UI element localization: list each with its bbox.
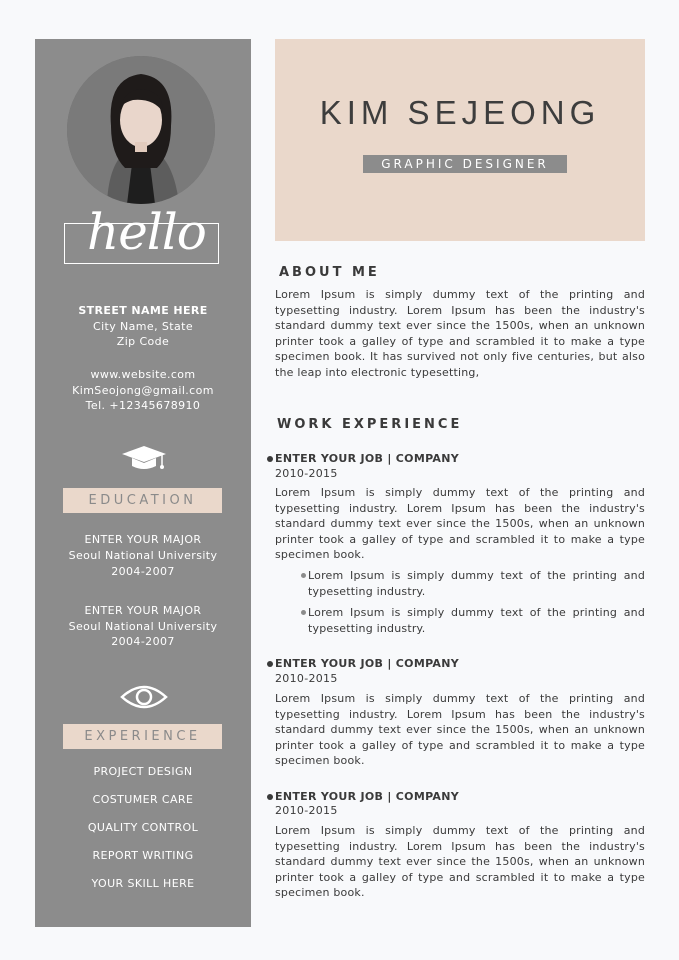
skill-item: PROJECT DESIGN	[93, 765, 193, 778]
skill-item: YOUR SKILL HERE	[91, 877, 195, 890]
job-text-3: Lorem Ipsum is simply dummy text of the printing and typesetting industry. Lorem Ipsum has been the industry's standard dummy text ever since the 1500s, when an unknown printer took a galley of type and scrambled it to make a type specimen book.	[275, 824, 645, 899]
hello-script: hello	[87, 203, 206, 261]
job-title-3: ENTER YOUR JOB | COMPANY	[275, 790, 460, 803]
about-text: Lorem Ipsum is simply dummy text of the printing and typesetting industry. Lorem Ipsum has been the industry's standard dummy text ever since the 1500s, when an unknown printer took a galley of type and scrambled it to make a type specimen book. It has survived not only five centuries, but also the leap into electronic typesetting,	[275, 288, 645, 379]
job-text-1: Lorem Ipsum is simply dummy text of the printing and typesetting industry. Lorem Ipsum has been the industry's standard dummy text ever since the 1500s, when an unknown printer took a galley of type and scrambled it to make a type specimen book.	[275, 486, 645, 561]
education-major-2: ENTER YOUR MAJOR	[84, 604, 202, 617]
education-school-1: Seoul National University	[68, 549, 218, 562]
job-title-2: ENTER YOUR JOB | COMPANY	[275, 657, 460, 670]
education-label: EDUCATION	[63, 488, 222, 513]
job-title-1: ENTER YOUR JOB | COMPANY	[275, 452, 460, 465]
address-street: STREET NAME HERE	[78, 304, 208, 317]
skill-item: COSTUMER CARE	[92, 793, 194, 806]
job-role-badge: GRAPHIC DESIGNER	[363, 155, 567, 173]
sidebar	[35, 39, 251, 927]
job-bullet-1: Lorem Ipsum is simply dummy text of the printing and typesetting industry.	[308, 569, 645, 598]
skill-item: REPORT WRITING	[92, 849, 194, 862]
eye-icon	[120, 683, 168, 715]
contact-website: www.website.com	[90, 368, 196, 381]
education-years-1: 2004-2007	[111, 565, 175, 578]
contact-phone: Tel. +12345678910	[85, 399, 201, 412]
job-years-2: 2010-2015	[275, 672, 338, 685]
job-bullet-dot	[267, 661, 273, 667]
job-text-2: Lorem Ipsum is simply dummy text of the printing and typesetting industry. Lorem Ipsum has been the industry's standard dummy text ever since the 1500s, when an unknown printer took a galley of type and scrambled it to make a type specimen book.	[275, 692, 645, 767]
skill-item: QUALITY CONTROL	[87, 821, 199, 834]
contact-email: KimSeojong@gmail.com	[72, 384, 214, 397]
job-bullet-2: Lorem Ipsum is simply dummy text of the printing and typesetting industry.	[308, 606, 645, 635]
education-major-1: ENTER YOUR MAJOR	[84, 533, 202, 546]
sub-bullet-dot	[301, 610, 306, 615]
job-bullet-dot	[267, 456, 273, 462]
graduation-cap-icon	[120, 444, 168, 476]
profile-photo	[67, 56, 215, 204]
sub-bullet-dot	[301, 573, 306, 578]
experience-label: EXPERIENCE	[63, 724, 222, 749]
job-bullet-dot	[267, 794, 273, 800]
education-school-2: Seoul National University	[68, 620, 218, 633]
address-zip: Zip Code	[116, 335, 170, 348]
about-title: ABOUT ME	[279, 265, 380, 280]
work-title: WORK EXPERIENCE	[277, 417, 463, 432]
job-years-3: 2010-2015	[275, 804, 338, 817]
job-years-1: 2010-2015	[275, 467, 338, 480]
education-years-2: 2004-2007	[111, 635, 175, 648]
header-panel	[275, 39, 645, 241]
person-name: KIM SEJEONG	[319, 94, 601, 131]
address-city: City Name, State	[92, 320, 194, 333]
